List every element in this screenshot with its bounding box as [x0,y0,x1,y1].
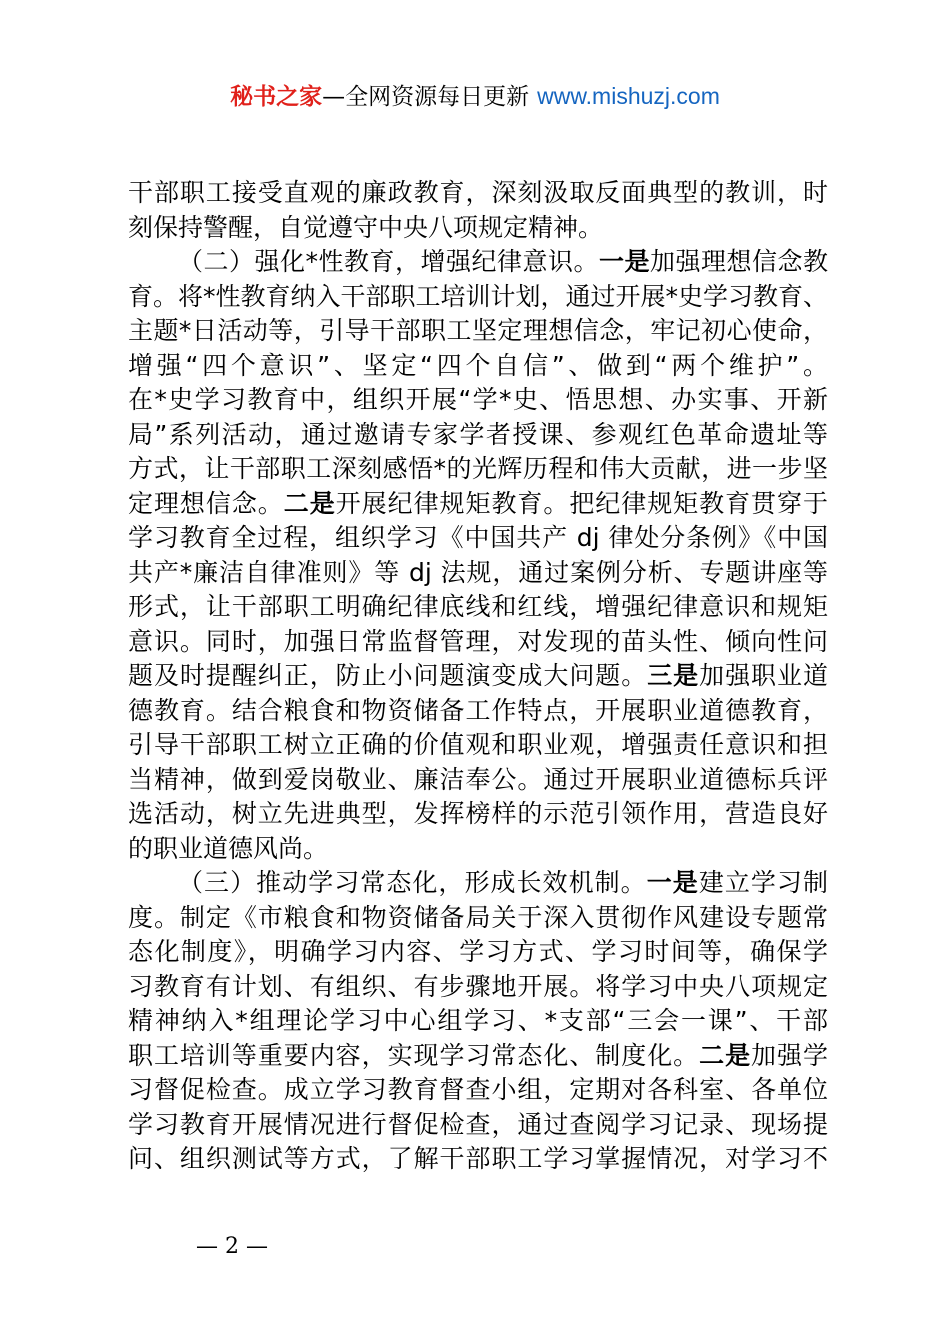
body-text-segment: 职工培训等重要内容，实现学习常态化、制度化。 [128,1040,700,1070]
body-text-segment: 定理想信念。 [128,488,284,518]
paragraph-line [128,487,828,522]
body-text-segment: 增强“四个意识”、坚定“四个自信”、做到“两个维护”。 [128,350,828,380]
paragraph-line [128,556,828,591]
body-text-segment: 引导干部职工树立正确的价值观和职业观，增强责任意识和担 [128,730,828,759]
site-brand: 秘书之家 [230,84,323,110]
body-text-segment: 度。制定《市粮食和物资储备局关于深入贯彻作风建设专题常 [128,902,828,932]
body-text-segment: 加强理想信念教 [649,247,828,276]
document-body [128,176,828,1177]
emphasis-text: 三是 [647,661,700,690]
paragraph-line [128,832,828,867]
body-text-segment: 问、组织测试等方式，了解干部职工学习掌握情况，对学习不 [128,1144,828,1173]
paragraph-line [128,763,828,798]
body-text-segment: 方式，让干部职工深刻感悟*的光辉历程和伟大贡献，进一步坚 [128,454,828,483]
paragraph-line [128,349,828,384]
emphasis-text: 一是 [598,247,650,276]
body-text-segment: 干部职工接受直观的廉政教育，深刻汲取反面典型的教训，时 [128,178,828,207]
body-text-segment: 习督促检查。成立学习教育督查小组，定期对各科室、各单位 [128,1075,828,1104]
paragraph-line [128,1142,828,1177]
body-text-segment: 的职业道德风尚。 [128,833,329,863]
body-text-segment: 态化制度》，明确学习内容、学习方式、学习时间等，确保学 [128,937,828,966]
site-tagline: —全网资源每日更新 [322,84,530,110]
paragraph-line [128,452,828,487]
body-text-segment: 意识。同时，加强日常监督管理，对发现的苗头性、倾向性问 [128,626,828,656]
body-text-segment: 加强职业道 [699,661,828,690]
body-text-segment: （三）推动学习常态化，形成长效机制。 [178,868,647,897]
body-text-segment: 育。将*性教育纳入干部职工培训计划，通过开展*史学习教育、 [128,281,829,311]
paragraph-line [128,245,828,280]
site-header [0,80,950,113]
paragraph-line [128,176,828,211]
body-text-segment: 题及时提醒纠正，防止小问题演变成大问题。 [128,661,648,690]
body-text-segment: 主题*日活动等，引导干部职工坚定理想信念，牢记初心使命， [128,316,828,345]
body-text-segment: 德教育。结合粮食和物资储备工作特点，开展职业道德教育， [128,695,828,725]
paragraph-line [128,1073,828,1108]
paragraph-line [128,1108,828,1143]
body-text-segment: 选活动，树立先进典型，发挥榜样的示范引领作用，营造良好 [128,799,828,828]
body-text-segment: 加强学 [751,1040,828,1070]
paragraph-line [128,970,828,1005]
paragraph-line [128,211,828,246]
body-text-segment: 开展纪律规矩教育。把纪律规矩教育贯穿于 [335,488,828,518]
paragraph-line [128,1039,828,1074]
body-text-segment: 共产*廉洁自律准则》等 dj 法规，通过案例分析、专题讲座等 [128,557,828,587]
paragraph-line [128,728,828,763]
paragraph-line [128,901,828,936]
paragraph-line [128,797,828,832]
body-text-segment: 学习教育全过程，组织学习《中国共产 dj 律处分条例》《中国 [128,523,828,552]
paragraph-line [128,866,828,901]
site-url-link[interactable]: www.mishuzj.com [537,83,720,109]
body-text-segment: 当精神，做到爱岗敬业、廉洁奉公。通过开展职业道德标兵评 [128,764,828,794]
body-text-segment: 精神纳入*组理论学习中心组学习、*支部“三会一课”、干部 [128,1006,828,1035]
body-text-segment: 习教育有计划、有组织、有步骤地开展。将学习中央八项规定 [128,971,828,1001]
body-text-segment: 学习教育开展情况进行督促检查，通过查阅学习记录、现场提 [128,1109,828,1139]
paragraph-line [128,280,828,315]
paragraph-line [128,625,828,660]
paragraph-line [128,590,828,625]
paragraph-line [128,935,828,970]
emphasis-text: 二是 [699,1040,752,1070]
page-number: — 2 — [196,1234,268,1259]
paragraph-line [128,418,828,453]
body-text-segment: 在*史学习教育中，组织开展“学*史、悟思想、办实事、开新 [128,385,828,414]
paragraph-line [128,659,828,694]
body-text-segment: 建立学习制 [698,868,828,897]
body-text-segment: （二）强化*性教育，增强纪律意识。 [178,247,599,276]
paragraph-line [128,1004,828,1039]
paragraph-line [128,694,828,729]
paragraph-line [128,521,828,556]
emphasis-text: 二是 [283,488,336,518]
body-text-segment: 形式，让干部职工明确纪律底线和红线，增强纪律意识和规矩 [128,592,828,621]
emphasis-text: 一是 [646,868,699,897]
paragraph-line [128,314,828,349]
paragraph-line [128,383,828,418]
body-text-segment: 局”系列活动，通过邀请专家学者授课、参观红色革命遗址等 [128,419,828,449]
body-text-segment: 刻保持警醒，自觉遵守中央八项规定精神。 [128,212,604,242]
